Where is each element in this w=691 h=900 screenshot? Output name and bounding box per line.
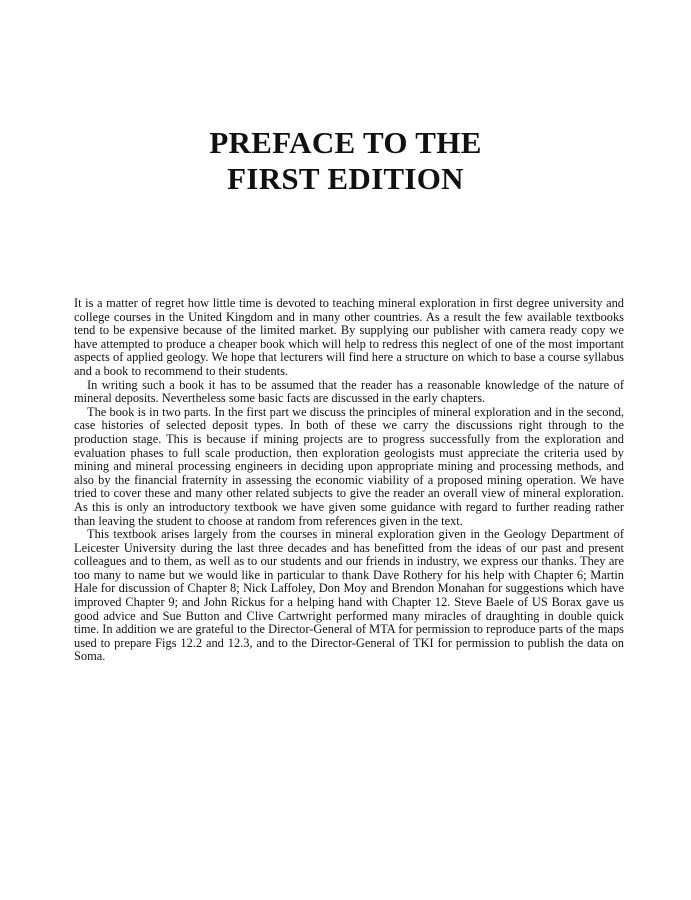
preface-body [74,297,624,664]
paragraph-2: In writing such a book it has to be assumed that the reader has a reasonable knowledge of the nature of mineral deposits. Nevertheless some basic facts are discussed in the early chapters. [74,377,624,406]
page-title [0,125,691,197]
paragraph-4: This textbook arises largely from the courses in mineral exploration given in the Geology Department of Leicester University during the last three decades and has benefitted from the ideas of our past and present colleagues and to them, as well as to our students and our friends in industry, we express our thanks. They are too many to name but we would like in particular to thank Dave Rothery for his help with Chapter 6; Martin Hale for discussion of Chapter 8; Nick Laffoley, Don Moy and Brendon Monahan for suggestions which have improved Chapter 9; and John Rickus for a helping hand with Chapter 12. Steve Baele of US Borax gave us good advice and Sue Button and Clive Cartwright performed many miracles of draughting in double quick time. In addition we are grateful to the Director-General of MTA for permission to reproduce parts of the maps used to prepare Figs 12.2 and 12.3, and to the Director-General of TKI for permission to publish the data on Soma. [74,527,624,664]
paragraph-1: It is a matter of regret how little time is devoted to teaching mineral exploration in first degree university and college courses in the United Kingdom and in many other countries. As a result the few available textbooks tend to be expensive because of the limited market. By supplying our publisher with camera ready copy we have attempted to produce a cheaper book which will help to redress this neglect of one of the most important aspects of applied geology. We hope that lecturers will find here a structure on which to base a course syllabus and a book to recommend to their students. [74,296,624,378]
title-line-2: FIRST EDITION [227,160,464,196]
paragraph-3: The book is in two parts. In the first part we discuss the principles of mineral exploration and in the second, case histories of selected deposit types. In both of these we carry the discussions right through to the production stage. This is because if mining projects are to progress successfully from the exploration and evaluation phases to full scale production, then exploration geologists must appreciate the criteria used by mining and mineral processing engineers in deciding upon appropriate mining and processing methods, and also by the financial fraternity in assessing the economic viability of a proposed mining operation. We have tried to cover these and many other related subjects to give the reader an overall view of mineral exploration. As this is only an introductory textbook we have given some guidance with regard to further reading rather than leaving the student to choose at random from references given in the text. [74,404,624,528]
title-line-1: PREFACE TO THE [209,124,482,160]
